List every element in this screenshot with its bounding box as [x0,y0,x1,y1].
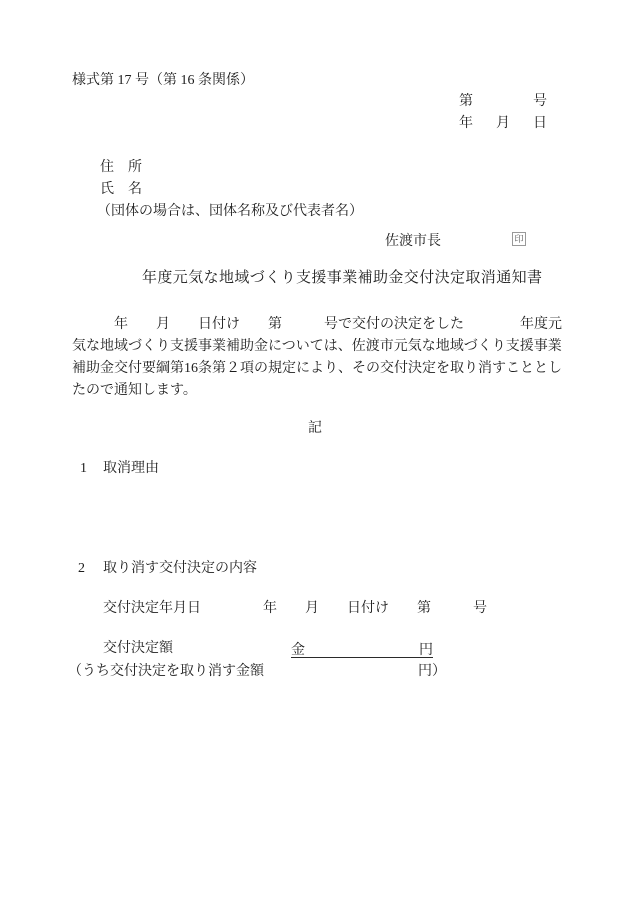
amount-unit: 円 [419,643,433,658]
body-line-2: 気な地域づくり支援事業補助金については、佐渡市元気な地域づくり支援事業 [72,339,562,354]
ki-marker: 記 [308,421,322,436]
section-1-heading: 取消理由 [103,461,159,476]
decision-amount-blank [291,639,433,658]
body-line-4: たので通知します。 [72,383,197,398]
sender-title: 佐渡市長 [385,234,441,249]
recipient-name-label: 氏 名 [100,182,142,197]
section-2-number: 2 [78,561,85,576]
seal-mark-icon: 印 [512,232,526,246]
doc-number-suffix: 号 [533,94,547,109]
form-number: 様式第 17 号（第 16 条関係） [72,73,254,88]
date-year-label: 年 [459,116,473,131]
decision-date-blanks: 年 月 日付け 第 号 [263,601,487,616]
section-1-number: 1 [80,461,87,476]
body-line-1: 年 月 日付け 第 号で交付の決定をした 年度元 [72,317,562,332]
body-line-3: 補助金交付要綱第16条第２項の規定により、その交付決定を取り消すこととし [72,361,562,376]
doc-number-line [459,93,547,110]
decision-date-label: 交付決定年月日 [103,601,201,616]
date-line [459,115,547,132]
amount-prefix: 金 [291,643,305,658]
cancel-amount-unit: 円） [418,664,446,679]
recipient-group-note: （団体の場合は、団体名称及び代表者名） [97,204,363,219]
recipient-address-label: 住 所 [100,160,142,175]
document-title: 年度元気な地域づくり支援事業補助金交付決定取消通知書 [142,270,543,286]
doc-number-prefix: 第 [459,94,473,109]
cancel-amount-label: （うち交付決定を取り消す金額 [68,664,264,679]
date-month-label: 月 [496,116,510,131]
date-day-label: 日 [533,116,547,131]
section-2-heading: 取り消す交付決定の内容 [103,561,257,576]
decision-amount-label: 交付決定額 [103,641,173,656]
